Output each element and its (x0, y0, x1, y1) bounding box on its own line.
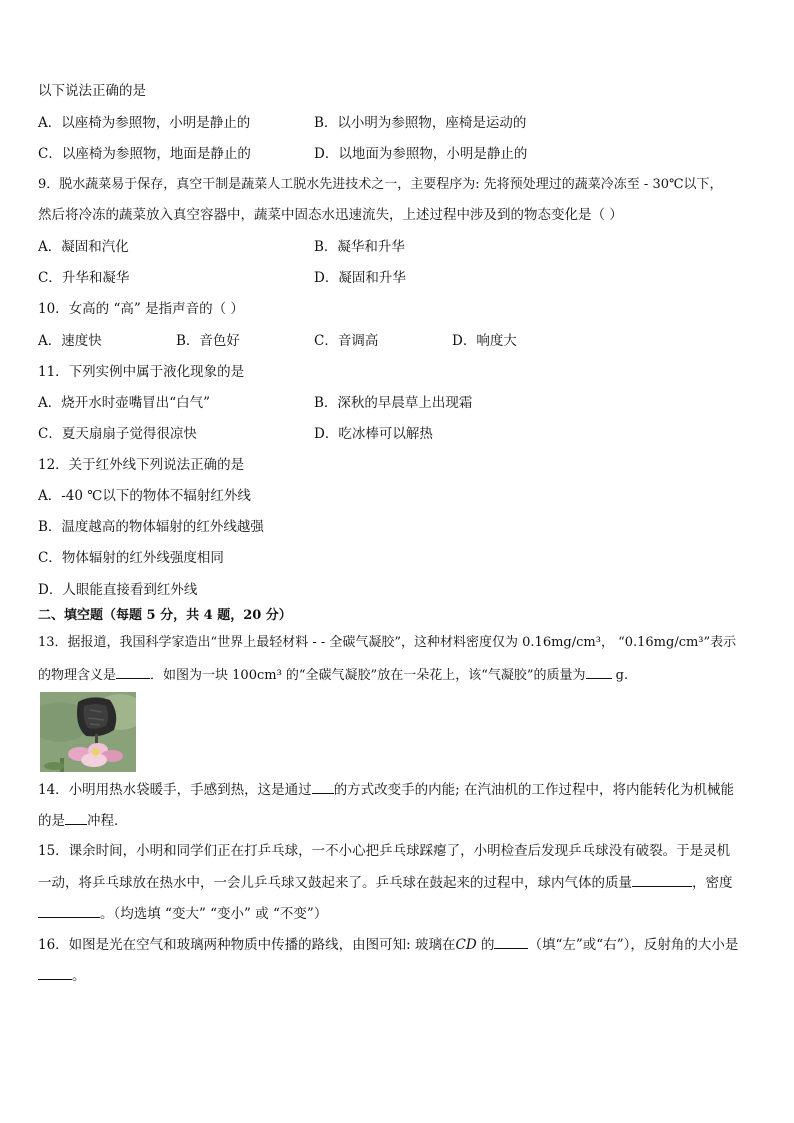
q10-stem: 10．女高的 “高” 是指声音的（ ） (38, 301, 244, 317)
q9-option-b: B．凝华和升华 (314, 239, 405, 255)
q14-text-c: 的是 (38, 813, 65, 829)
q11-option-d: D．吃冰棒可以解热 (314, 426, 433, 442)
q11-option-a: A．烧开水时壶嘴冒出“白气” (38, 395, 211, 411)
q14-stem-line2 (38, 811, 758, 830)
q12-option-c: C．物体辐射的红外线强度相同 (38, 550, 224, 566)
q10-option-c: C．音调高 (314, 333, 379, 349)
q16-text-c: （填“左”或“右”），反射角的大小是 (528, 937, 739, 953)
q15-text-b: ，密度 (692, 875, 733, 891)
q10-option-b: B．音色好 (176, 333, 240, 349)
q15-text-a: 一动，将乒乓球放在热水中，一会儿乒乓球又鼓起来了。乒乓球在鼓起来的过程中，球内气体的质量 (38, 875, 632, 891)
q9-stem-line1: 9．脱水蔬菜易于保存，真空干制是蔬菜人工脱水先进技术之一，主要程序为: 先将预处理过的蔬菜冷冻至 - 30℃以下， (38, 177, 723, 192)
q15-text-c: 。（均选填 “变大” “变小” 或 “不变”） (100, 906, 328, 922)
q13-text-b: ．如图为一块 100cm³ 的“全碳气凝胶”放在一朵花上，该“气凝胶”的质量为 (150, 668, 586, 683)
q14-blank-1[interactable] (312, 780, 334, 794)
q8-stem-tail: 以下说法正确的是 (38, 83, 146, 99)
q14-stem-line1 (38, 780, 758, 799)
q15-stem-line1: 15．课余时间，小明和同学们正在打乒乓球，一不小心把乒乓球踩瘪了，小明检查后发现乒乓球没有破裂。于是灵机 (38, 843, 731, 859)
q16-stem-line1 (38, 935, 758, 954)
q9-option-a: A．凝固和汽化 (38, 239, 129, 255)
q13-text-a: 的物理含义是 (38, 668, 117, 683)
q15-stem-line3 (38, 904, 758, 923)
q13-blank-1[interactable] (116, 665, 150, 679)
q16-stem-line2 (38, 966, 758, 985)
q12-option-d: D．人眼能直接看到红外线 (38, 582, 198, 598)
q16-cd-label: CD (455, 937, 477, 953)
q12-option-a: A．-40 ℃以下的物体不辐射红外线 (38, 488, 251, 504)
q14-text-a: 14．小明用热水袋暖手，手感到热，这是通过 (38, 782, 312, 798)
q15-stem-line2 (38, 873, 758, 892)
q13-stem-line1: 13．据报道，我国科学家造出“世界上最轻材料 - - 全碳气凝胶”，这种材料密度仅为 0.16mg/cm³， “0.16mg/cm³”表示 (38, 635, 737, 650)
q12-stem: 12．关于红外线下列说法正确的是 (38, 457, 245, 473)
q8-option-a: A．以座椅为参照物，小明是静止的 (38, 115, 251, 131)
q14-blank-2[interactable] (65, 811, 87, 825)
aerogel-on-flower-photo (40, 692, 136, 772)
q9-option-d: D．凝固和升华 (314, 270, 406, 286)
q8-option-d: D．以地面为参照物，小明是静止的 (314, 146, 528, 162)
q16-blank-1[interactable] (494, 935, 528, 949)
q12-option-b: B．温度越高的物体辐射的红外线越强 (38, 519, 264, 535)
q13-blank-2[interactable] (586, 665, 612, 679)
q15-blank-2[interactable] (38, 904, 100, 918)
q16-text-a: 16．如图是光在空气和玻璃两种物质中传播的路线，由图可知: 玻璃在 (38, 937, 456, 953)
q11-stem: 11．下列实例中属于液化现象的是 (38, 364, 245, 380)
q9-option-c: C．升华和凝华 (38, 270, 130, 286)
section-fill-in-blank-heading: 二、填空题（每题 5 分，共 4 题，20 分） (38, 608, 292, 623)
q16-text-d: 。 (72, 968, 86, 984)
q16-blank-2[interactable] (38, 966, 72, 980)
q8-option-c: C．以座椅为参照物，地面是静止的 (38, 146, 251, 162)
q14-text-d: 冲程． (87, 813, 128, 829)
q16-text-b: 的 (476, 937, 495, 953)
q8-option-b: B．以小明为参照物，座椅是运动的 (314, 115, 527, 131)
q9-stem-line2: 然后将冷冻的蔬菜放入真空容器中，蔬菜中固态水迅速流失，上述过程中涉及到的物态变化是（ ） (38, 207, 623, 223)
q11-option-b: B．深秋的早晨草上出现霜 (314, 395, 473, 411)
q13-text-c: g. (611, 668, 629, 683)
q15-blank-1[interactable] (632, 873, 692, 887)
q11-option-c: C．夏天扇扇子觉得很凉快 (38, 426, 197, 442)
q10-option-d: D．响度大 (452, 333, 517, 349)
q14-text-b: 的方式改变手的内能; 在汽油机的工作过程中，将内能转化为机械能 (333, 782, 735, 798)
q13-stem-line2 (38, 665, 758, 685)
q10-option-a: A．速度快 (38, 333, 102, 349)
aerogel-flower-image (40, 692, 136, 772)
